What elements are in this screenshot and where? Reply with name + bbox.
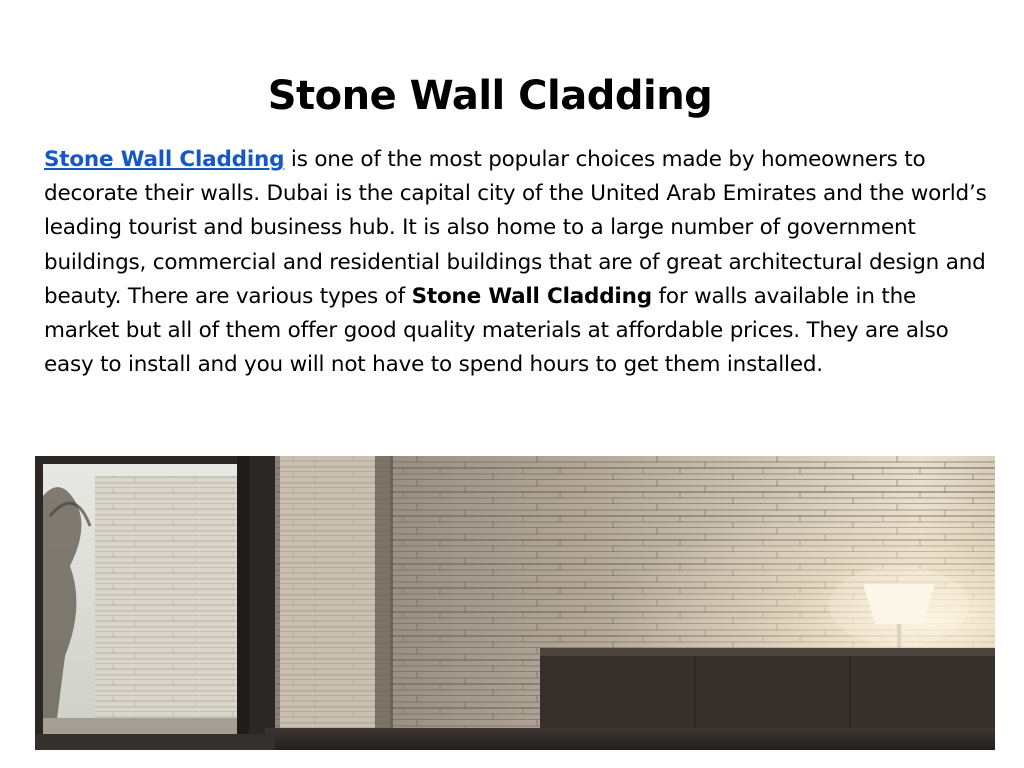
stone-wall-interior-photo: [35, 456, 995, 750]
page-title: Stone Wall Cladding: [267, 73, 713, 119]
stone-wall-cladding-link[interactable]: Stone Wall Cladding: [44, 147, 285, 172]
paragraph-text-part-1: is one of the most popular choices made by homeowners to decorate their walls. Dubai is the capital city of the United Arab Emirates and the world’s leading tourist and business hub. It is also home to a large number of government buildings, commercial and residential buildings that are of great architectural design and beauty. There are various types of: [44, 147, 987, 309]
paragraph-bold-term: Stone Wall Cladding: [411, 283, 652, 309]
paragraph-text-part-2: for walls available in the market but all of them offer good quality materials at affordable prices. They are also easy to install and you will not have to spend hours to get them installed.: [44, 283, 949, 378]
body-paragraph: [44, 143, 994, 382]
